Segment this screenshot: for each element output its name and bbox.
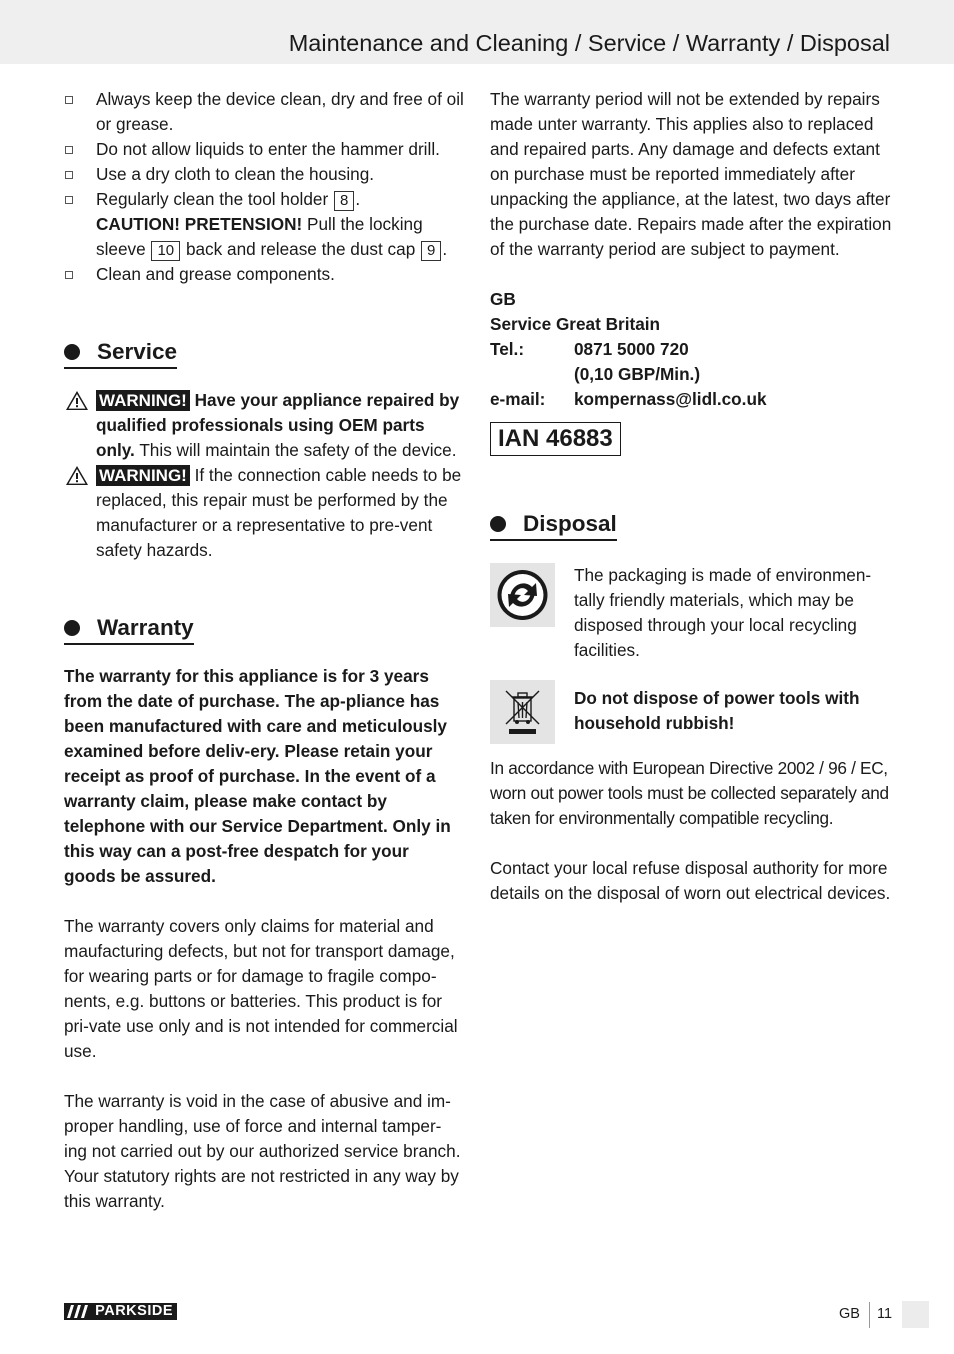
list-item: [64, 137, 464, 162]
caution-text: Pull the locking sleeve: [96, 214, 423, 259]
ian-number: IAN 46883: [490, 422, 621, 456]
disposal-paragraph: In accordance with European Directive 2002 / 96 / EC, worn out power tools must be collected separately and taken for environmentally compatible recycling.: [490, 758, 889, 828]
left-column: [64, 87, 464, 1214]
warning-block: [64, 388, 464, 463]
list-item: [64, 262, 464, 287]
warning-body-text: This will maintain the safety of the device.: [139, 440, 457, 460]
warning-text: [96, 463, 464, 563]
warning-triangle-icon: [65, 390, 89, 411]
warranty-bold-paragraph: The warranty for this appliance is for 3 years from the date of purchase. The ap-pliance has been manufactured with care and meticulously examined before deliv-ery. Please retain your receipt as proof of purchase. In the event of a warranty claim, please make contact by telephone with our Service Department. Only in this way can a post-free despatch for your goods be assured.: [64, 666, 451, 886]
disposal-paragraph: Contact your local refuse disposal authority for more details on the disposal of worn out electrical devices.: [490, 858, 891, 903]
ref-number: 10: [151, 241, 180, 261]
list-item-text: Use a dry cloth to clean the housing.: [96, 164, 375, 184]
crossed-bin-icon: [490, 680, 555, 744]
contact-spacer: [490, 362, 574, 387]
section-heading: [64, 336, 177, 369]
checkbox-bullet-icon: [65, 96, 73, 104]
service-section: [64, 336, 464, 563]
footer-country: GB: [839, 1306, 860, 1322]
brand-logo: [64, 1303, 177, 1320]
page-title: Maintenance and Cleaning / Service / Warranty / Disposal: [288, 30, 890, 56]
contact-row: [490, 362, 892, 387]
bullet-dot-icon: [490, 516, 506, 532]
brand-name: PARKSIDE: [95, 1303, 173, 1319]
checkbox-bullet-icon: [65, 196, 73, 204]
caution-label: CAUTION! PRETENSION!: [96, 214, 303, 234]
warning-tag: WARNING!: [96, 465, 190, 486]
bullet-dot-icon: [64, 620, 80, 636]
warning-bold-text: Have your appliance repaired by qualified professionals using OEM parts only.: [96, 390, 460, 460]
tel-value: 0871 5000 720: [574, 339, 689, 359]
list-item-text: Always keep the device clean, dry and free of oil or grease.: [96, 89, 464, 134]
warning-body-text: If the connection cable needs to be replaced, this repair must be performed by the manufacturer or a representative to pre-vent safety hazards.: [96, 465, 462, 560]
list-item-text: Regularly clean the tool holder 8 . CAUTION! PRETENSION! Pull the locking sleeve 10 back and release the dust cap 9 .: [96, 189, 448, 259]
tool-holder-text: Regularly clean the tool holder: [96, 189, 329, 209]
maintenance-list: [64, 87, 464, 287]
bullet-dot-icon: [64, 344, 80, 360]
list-item: [64, 162, 464, 187]
caution-text: back and release the dust cap: [185, 239, 416, 259]
list-item: [64, 187, 464, 262]
warranty-section: [64, 612, 464, 1214]
section-title: Warranty: [97, 615, 194, 640]
weee-row: [490, 680, 892, 746]
tel-rate: (0,10 GBP/Min.): [574, 364, 701, 384]
section-heading: [490, 508, 617, 541]
checkbox-bullet-icon: [65, 171, 73, 179]
list-item: [64, 87, 464, 137]
list-item-text: Do not allow liquids to enter the hammer drill.: [96, 139, 440, 159]
warning-text: [96, 388, 464, 463]
warning-triangle-icon: [65, 465, 89, 486]
warranty-paragraph: The warranty is void in the case of abusive and im-proper handling, use of force and internal tamper-ing not carried out by our authorized service branch. Your statutory rights are not restricted in any way by this warranty.: [64, 1091, 461, 1211]
tel-label: Tel.:: [490, 339, 525, 359]
email-value: kompernass@lidl.co.uk: [574, 389, 767, 409]
disposal-warning-text: Do not dispose of power tools with household rubbish!: [574, 688, 860, 733]
checkbox-bullet-icon: [65, 146, 73, 154]
warning-block: [64, 463, 464, 563]
right-column: [490, 87, 892, 906]
contact-title: Service Great Britain: [490, 314, 661, 334]
ref-number: 8: [334, 191, 354, 211]
checkbox-bullet-icon: [65, 271, 73, 279]
footer-marker: [902, 1301, 929, 1328]
contact-country: GB: [490, 289, 516, 309]
disposal-section: [490, 508, 892, 906]
warning-tag: WARNING!: [96, 390, 190, 411]
warranty-extension-paragraph: The warranty period will not be extended by repairs made unter warranty. This applies also to replaced and repaired parts. Any damage and defects extant on purchase must be reported immediately after unpacking the appliance, at the latest, two days after the purchase date. Repairs made after the expiration of the warranty period are subject to payment.: [490, 89, 892, 259]
logo-stripes-icon: [67, 1305, 89, 1318]
section-heading: [64, 612, 194, 645]
list-item-text: Clean and grease components.: [96, 264, 335, 284]
warranty-paragraph: The warranty covers only claims for material and maufacturing defects, but not for transport damage, for wearing parts or for damage to fragile compo-nents, e.g. buttons or batteries. This product is for pri-vate use only and is not intended for commercial use.: [64, 916, 458, 1061]
footer-divider: [869, 1302, 870, 1328]
contact-row: [490, 387, 892, 412]
service-contact: [490, 287, 892, 412]
ref-number: 9: [421, 241, 441, 261]
section-title: Disposal: [523, 511, 617, 536]
contact-row: [490, 337, 892, 362]
packaging-row: [490, 563, 892, 663]
page-number: 11: [877, 1306, 893, 1322]
packaging-text: The packaging is made of environmen-tally friendly materials, which may be disposed through your local recycling facilities.: [574, 565, 872, 660]
green-dot-recycling-icon: [490, 563, 555, 627]
email-label: e-mail:: [490, 389, 546, 409]
section-title: Service: [97, 339, 178, 364]
